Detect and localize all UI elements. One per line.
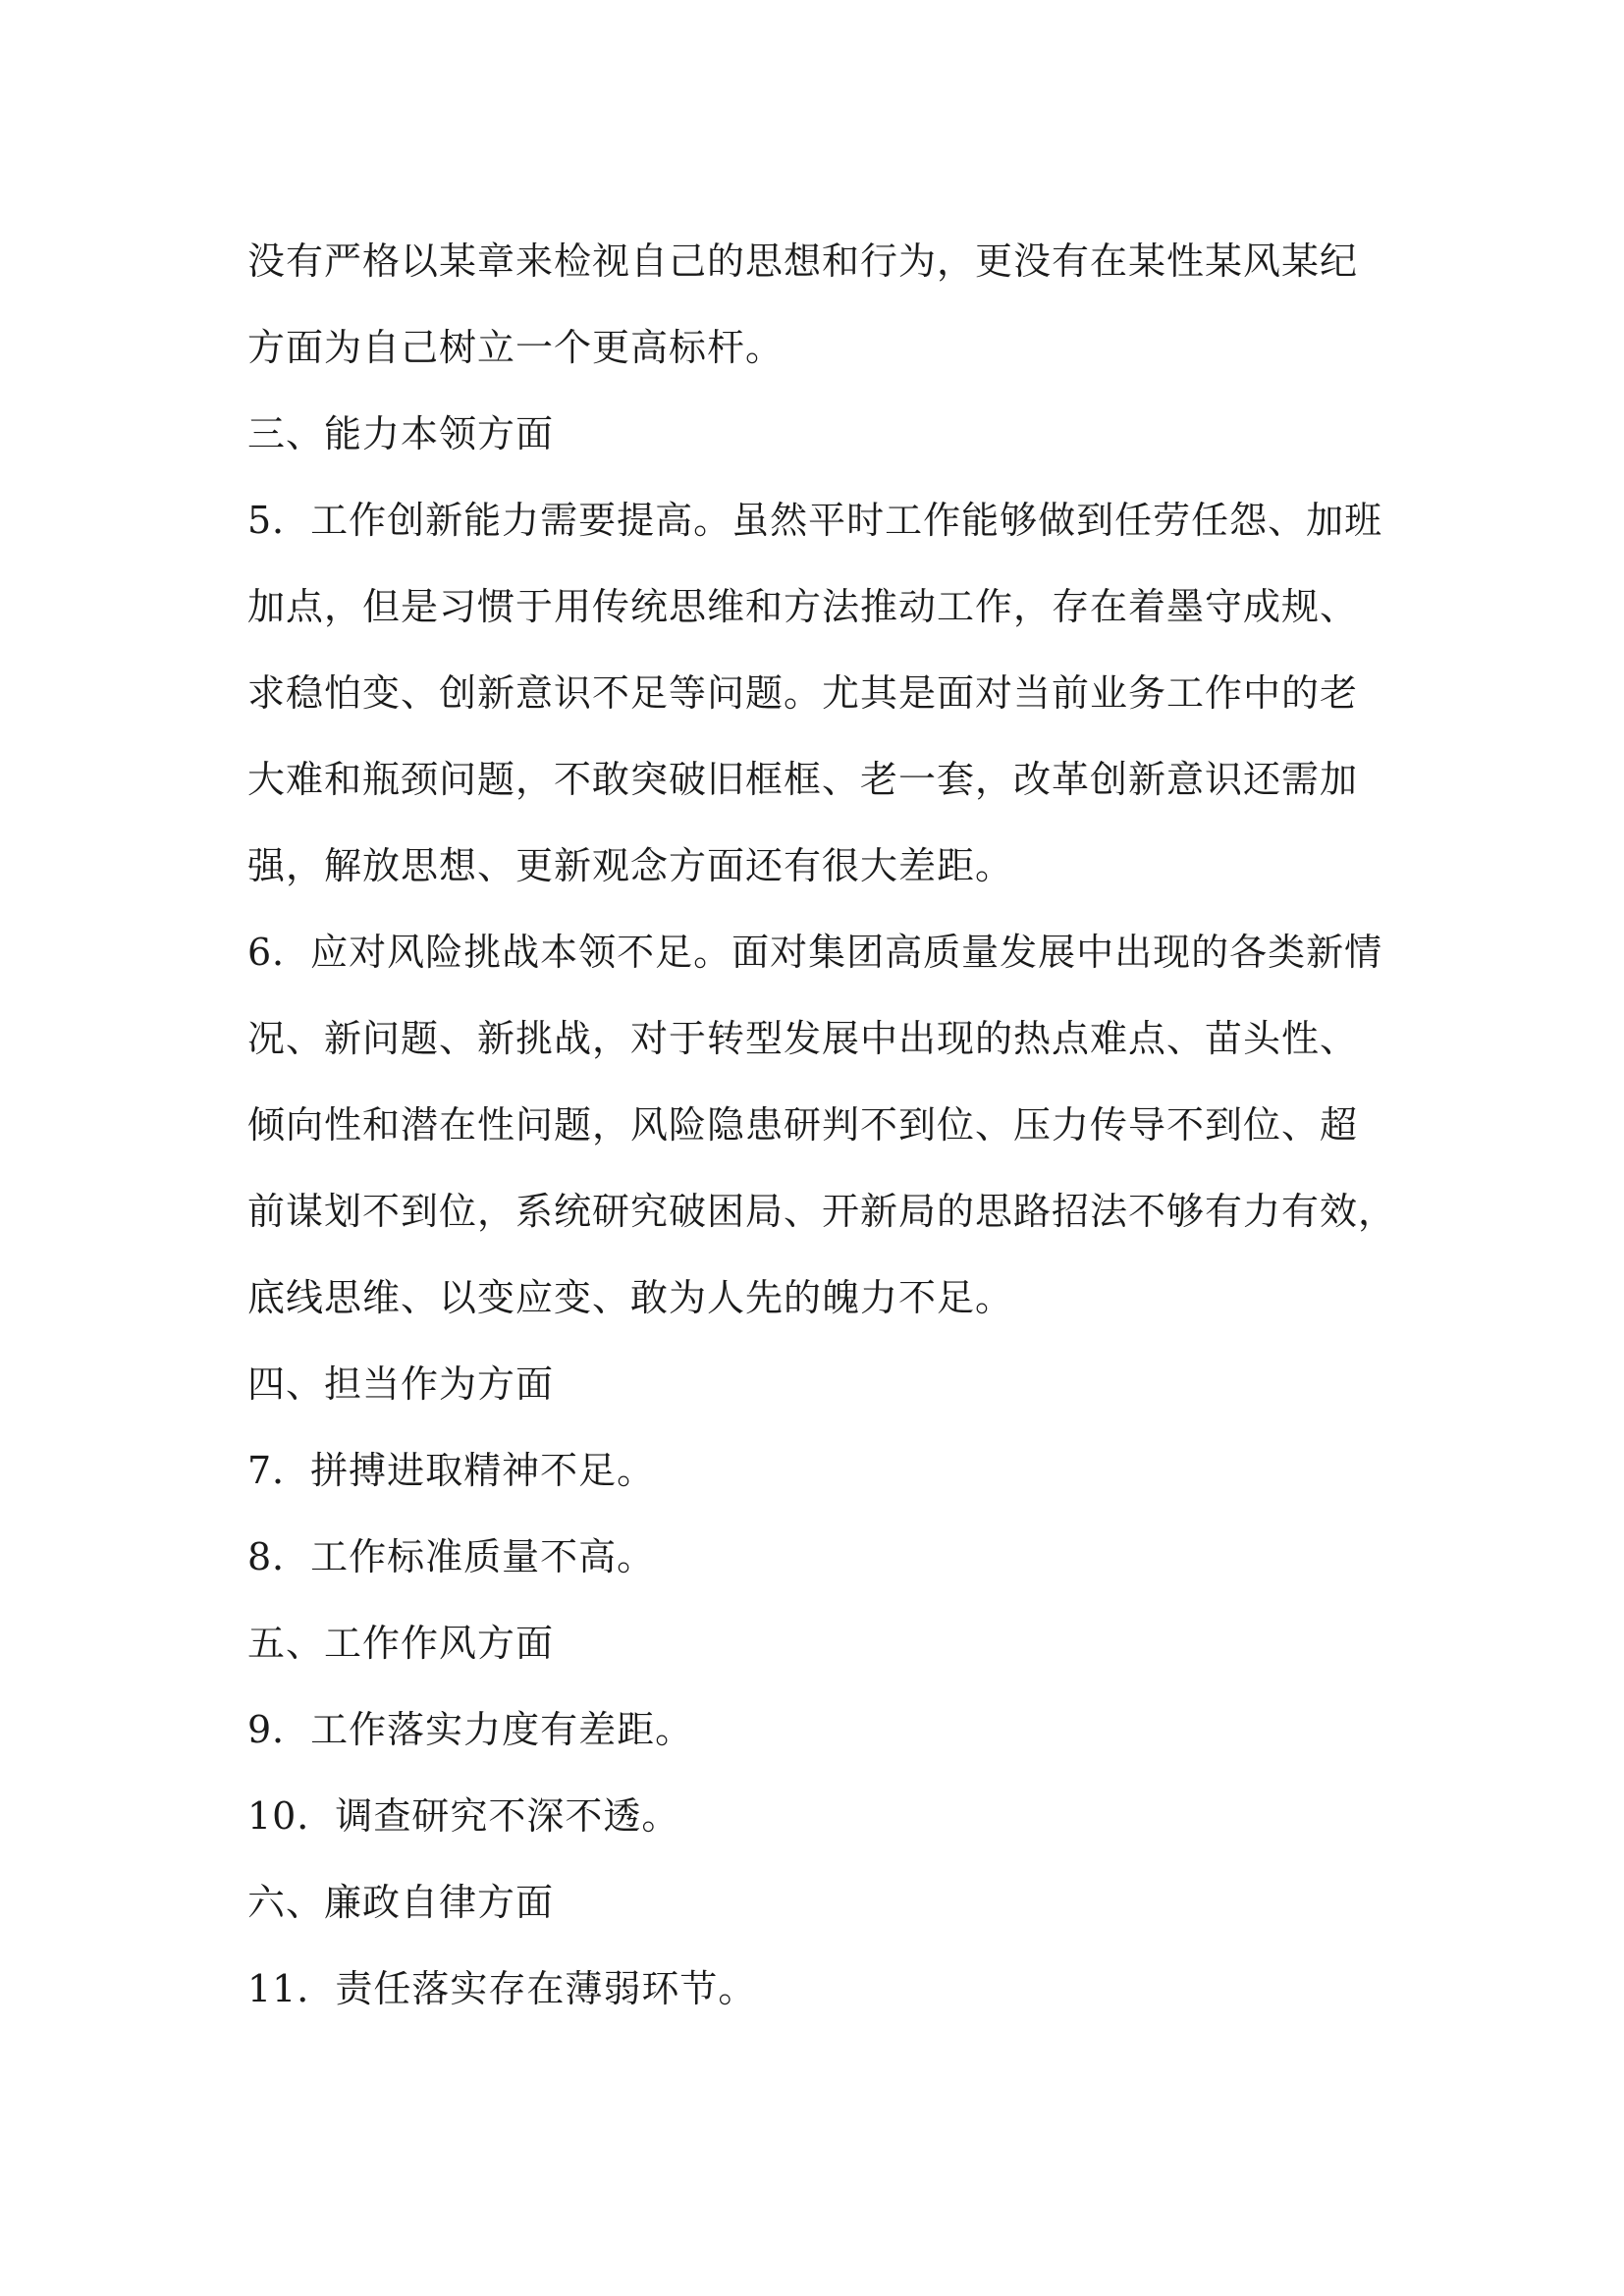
paragraph-line: 强，解放思想、更新观念方面还有很大差距。 xyxy=(247,844,1014,887)
paragraph-line: 倾向性和潜在性问题，风险隐患研判不到位、压力传导不到位、超 xyxy=(247,1103,1359,1147)
paragraph-line: 求稳怕变、创新意识不足等问题。尤其是面对当前业务工作中的老 xyxy=(247,671,1359,715)
list-item: 9．工作落实力度有差距。 xyxy=(247,1708,694,1751)
list-item: 7．拼搏进取精神不足。 xyxy=(247,1449,656,1492)
section-heading: 四、担当作为方面 xyxy=(247,1362,555,1406)
paragraph-line: 加点，但是习惯于用传统思维和方法推动工作，存在着墨守成规、 xyxy=(247,585,1359,628)
list-item: 10．调查研究不深不透。 xyxy=(247,1794,680,1838)
paragraph-line: 6．应对风险挑战本领不足。面对集团高质量发展中出现的各类新情 xyxy=(247,931,1383,974)
paragraph-line: 况、新问题、新挑战，对于转型发展中出现的热点难点、苗头性、 xyxy=(247,1017,1359,1060)
paragraph-line: 方面为自己树立一个更高标杆。 xyxy=(247,326,785,369)
section-heading: 三、能力本领方面 xyxy=(247,412,555,455)
document-body xyxy=(247,218,1397,2032)
paragraph-line: 5．工作创新能力需要提高。虽然平时工作能够做到任劳任怨、加班 xyxy=(247,499,1383,542)
section-heading: 六、廉政自律方面 xyxy=(247,1881,555,1924)
paragraph-line: 底线思维、以变应变、敢为人先的魄力不足。 xyxy=(247,1276,1014,1319)
paragraph-line: 大难和瓶颈问题，不敢突破旧框框、老一套，改革创新意识还需加 xyxy=(247,758,1359,801)
list-item: 11．责任落实存在薄弱环节。 xyxy=(247,1967,757,2010)
paragraph-line: 没有严格以某章来检视自己的思想和行为，更没有在某性某风某纪 xyxy=(247,240,1359,283)
section-heading: 五、工作作风方面 xyxy=(247,1622,555,1665)
list-item: 8．工作标准质量不高。 xyxy=(247,1535,656,1578)
paragraph-line: 前谋划不到位，系统研究破困局、开新局的思路招法不够有力有效， xyxy=(247,1190,1397,1233)
